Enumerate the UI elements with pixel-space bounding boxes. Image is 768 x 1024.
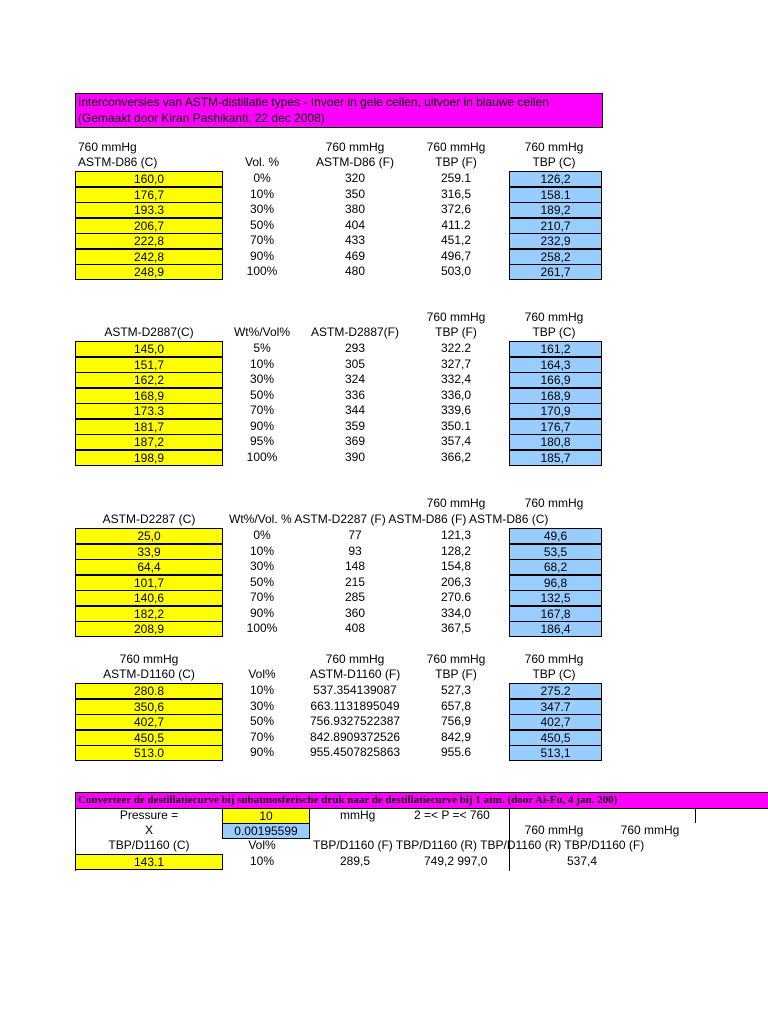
t4-tbp-f-cell: 756,9 bbox=[440, 714, 472, 728]
t4-output-cell: 275.2 bbox=[509, 683, 602, 699]
t2-h1-c4: 760 mmHg bbox=[426, 310, 486, 324]
t2-pct-cell: 90% bbox=[249, 418, 275, 433]
t4-input-cell[interactable]: 280.8 bbox=[75, 683, 223, 699]
t2-tbp-f-cell: 339,6 bbox=[440, 403, 472, 417]
t2-tbp-f-cell: 332,4 bbox=[440, 372, 472, 386]
t2-output-cell: 166,9 bbox=[509, 372, 602, 388]
t5-r: 749,2 997,0 bbox=[424, 854, 488, 868]
t1-h2-c1: ASTM-D86 (C) bbox=[78, 155, 158, 169]
t2-input-cell[interactable]: 181,7 bbox=[75, 419, 223, 435]
t1-tbp-f-cell: 259.1 bbox=[440, 171, 472, 185]
t4-pct-cell: 70% bbox=[249, 729, 275, 744]
t4-fahrenheit-cell: 537.354139087 bbox=[313, 683, 397, 697]
t4-fahrenheit-cell: 756.9327522387 bbox=[309, 714, 401, 728]
t2-h1-c5: 760 mmHg bbox=[524, 310, 584, 324]
x-output: 0.00195599 bbox=[222, 823, 310, 839]
t4-pct-cell: 10% bbox=[249, 683, 275, 697]
t2-output-cell: 168,9 bbox=[509, 388, 602, 404]
t1-pct-cell: 50% bbox=[249, 217, 275, 232]
t3-pct-cell: 10% bbox=[249, 543, 275, 558]
t1-input-cell[interactable]: 193.3 bbox=[75, 202, 223, 218]
t4-output-cell: 513,1 bbox=[509, 745, 602, 761]
t4-h1-c3: 760 mmHg bbox=[325, 652, 385, 666]
t1-tbp-f-cell: 372,6 bbox=[440, 202, 472, 216]
t1-h1-c3: 760 mmHg bbox=[325, 140, 385, 154]
t2-fahrenheit-cell: 390 bbox=[344, 449, 366, 464]
t2-output-cell: 176,7 bbox=[509, 419, 602, 435]
pressure-unit: mmHg bbox=[340, 808, 376, 822]
t5-h2-rest: TBP/D1160 (F) TBP/D1160 (R) TBP/D1160 (R) TBP/D1160 (F) bbox=[313, 838, 645, 852]
t3-output-cell: 167,8 bbox=[509, 606, 602, 622]
t4-input-cell[interactable]: 513.0 bbox=[75, 745, 223, 761]
t4-fahrenheit-cell: 842.8909372526 bbox=[309, 729, 401, 744]
t1-output-cell: 126,2 bbox=[509, 171, 602, 187]
t1-pct-cell: 30% bbox=[249, 202, 275, 216]
t1-input-cell[interactable]: 176,7 bbox=[75, 187, 223, 203]
t2-h2-c1: ASTM-D2887(C) bbox=[104, 325, 194, 339]
t4-input-cell[interactable]: 450,5 bbox=[75, 730, 223, 746]
t1-h2-c5: TBP (C) bbox=[532, 155, 576, 169]
t2-pct-cell: 70% bbox=[249, 403, 275, 417]
t1-h1-c5: 760 mmHg bbox=[524, 140, 584, 154]
t3-input-cell[interactable]: 25,0 bbox=[75, 528, 223, 544]
title-banner bbox=[75, 93, 603, 128]
t3-pct-cell: 70% bbox=[249, 590, 275, 604]
pressure-range: 2 =< P =< 760 bbox=[414, 808, 490, 822]
t3-tbp-f-cell: 128,2 bbox=[440, 543, 472, 558]
t2-input-cell[interactable]: 198,9 bbox=[75, 450, 223, 466]
t4-pct-cell: 90% bbox=[249, 745, 275, 759]
t2-fahrenheit-cell: 305 bbox=[344, 356, 366, 371]
t3-fahrenheit-cell: 148 bbox=[344, 559, 366, 573]
t2-pct-cell: 100% bbox=[246, 449, 278, 464]
t5-pct: 10% bbox=[249, 854, 275, 868]
t1-h1-c4: 760 mmHg bbox=[426, 140, 486, 154]
t1-tbp-f-cell: 411.2 bbox=[441, 217, 471, 232]
t4-h2-c4: TBP (F) bbox=[435, 667, 477, 681]
t4-h1-c5: 760 mmHg bbox=[524, 652, 584, 666]
t3-output-cell: 49,6 bbox=[509, 528, 602, 544]
t2-input-cell[interactable]: 168,9 bbox=[75, 388, 223, 404]
t3-tbp-f-cell: 334,0 bbox=[440, 605, 472, 620]
t3-input-cell[interactable]: 101,7 bbox=[75, 575, 223, 591]
t2-pct-cell: 50% bbox=[249, 387, 275, 402]
t3-output-cell: 96,8 bbox=[509, 575, 602, 591]
t1-input-cell[interactable]: 242,8 bbox=[75, 249, 223, 265]
t3-output-cell: 53,5 bbox=[509, 544, 602, 560]
t1-tbp-f-cell: 496,7 bbox=[440, 248, 472, 263]
t2-fahrenheit-cell: 293 bbox=[344, 341, 366, 355]
t4-h1-c4: 760 mmHg bbox=[426, 652, 486, 666]
t1-input-cell[interactable]: 222,8 bbox=[75, 233, 223, 249]
t2-fahrenheit-cell: 324 bbox=[344, 372, 366, 386]
t2-pct-cell: 5% bbox=[253, 341, 271, 355]
t5-h1-c7: 760 mmHg bbox=[620, 823, 680, 837]
subatm-title: Converteer de destillatiecurve bij subatmosferische druk naar de destillatiecurve bij 1 atm. (door Ai-Fu, 4 jan. 200) bbox=[78, 794, 618, 806]
t4-fahrenheit-cell: 955.4507825863 bbox=[309, 745, 401, 759]
t3-h2-c1: ASTM-D2287 (C) bbox=[102, 512, 196, 526]
t3-pct-cell: 0% bbox=[253, 528, 271, 542]
t3-tbp-f-cell: 121,3 bbox=[440, 528, 472, 542]
t1-output-cell: 261,7 bbox=[509, 264, 602, 280]
t1-h2-c3: ASTM-D86 (F) bbox=[316, 155, 394, 169]
t3-output-cell: 132,5 bbox=[509, 590, 602, 606]
t5-h1-c6: 760 mmHg bbox=[524, 823, 584, 837]
t1-h1-c1: 760 mmHg bbox=[78, 140, 137, 154]
t1-input-cell[interactable]: 160,0 bbox=[75, 171, 223, 187]
t4-output-cell: 450,5 bbox=[509, 730, 602, 746]
t3-pct-cell: 30% bbox=[249, 559, 275, 573]
t4-tbp-f-cell: 842,9 bbox=[440, 729, 472, 744]
t2-output-cell: 170,9 bbox=[509, 403, 602, 419]
t2-output-cell: 180,8 bbox=[509, 434, 602, 450]
t4-h2-c3: ASTM-D1160 (F) bbox=[309, 667, 401, 681]
t3-output-cell: 68,2 bbox=[509, 559, 602, 575]
t3-h1-c5: 760 mmHg bbox=[524, 496, 584, 510]
t1-fahrenheit-cell: 350 bbox=[344, 186, 366, 201]
t3-fahrenheit-cell: 408 bbox=[344, 621, 366, 635]
t4-h2-c5: TBP (C) bbox=[532, 667, 576, 681]
t5-input-cell[interactable]: 143.1 bbox=[75, 854, 223, 870]
t3-fahrenheit-cell: 360 bbox=[344, 605, 366, 620]
t3-input-cell[interactable]: 208,9 bbox=[75, 621, 223, 637]
t5-h2-c1: TBP/D1160 (C) bbox=[108, 838, 190, 852]
t3-input-cell[interactable]: 140,6 bbox=[75, 590, 223, 606]
t1-tbp-f-cell: 316,5 bbox=[440, 186, 472, 201]
t1-pct-cell: 0% bbox=[253, 171, 271, 185]
t4-h2-c2: Vol% bbox=[248, 667, 276, 681]
t1-output-cell: 258,2 bbox=[509, 249, 602, 265]
t1-input-cell[interactable]: 206,7 bbox=[75, 218, 223, 234]
t4-pct-cell: 30% bbox=[249, 698, 275, 713]
title-line-2: (Gemaakt door Kiran Pashikanti, 22 dec 2008) bbox=[78, 111, 325, 125]
t4-h2-c1: ASTM-D1160 (C) bbox=[103, 667, 195, 681]
t1-input-cell[interactable]: 248,9 bbox=[75, 264, 223, 280]
t3-pct-cell: 50% bbox=[249, 574, 275, 589]
t2-h2-c4: TBP (F) bbox=[435, 325, 477, 339]
t4-output-cell: 347.7 bbox=[509, 699, 602, 715]
t1-output-cell: 189,2 bbox=[509, 202, 602, 218]
t2-tbp-f-cell: 336,0 bbox=[440, 387, 472, 402]
t2-fahrenheit-cell: 336 bbox=[344, 387, 366, 402]
t2-h2-c3: ASTM-D2887(F) bbox=[310, 325, 399, 339]
t2-tbp-f-cell: 327,7 bbox=[440, 356, 472, 371]
t2-fahrenheit-cell: 344 bbox=[344, 403, 366, 417]
t3-fahrenheit-cell: 77 bbox=[348, 528, 362, 542]
t3-h2-rest: Wt%/Vol. % ASTM-D2287 (F) ASTM-D86 (F) ASTM-D86 (C) bbox=[229, 512, 549, 526]
t3-tbp-f-cell: 154,8 bbox=[440, 559, 472, 573]
t3-tbp-f-cell: 206,3 bbox=[440, 574, 472, 589]
t1-tbp-f-cell: 503,0 bbox=[440, 264, 472, 278]
t3-pct-cell: 100% bbox=[246, 621, 278, 635]
pressure-label: Pressure = bbox=[119, 808, 179, 822]
t3-fahrenheit-cell: 285 bbox=[344, 590, 366, 604]
t2-h2-c5: TBP (C) bbox=[532, 325, 576, 339]
t2-pct-cell: 10% bbox=[249, 356, 275, 371]
t1-output-cell: 210,7 bbox=[509, 218, 602, 234]
t1-fahrenheit-cell: 433 bbox=[344, 233, 366, 247]
t4-fahrenheit-cell: 663.1131895049 bbox=[310, 698, 400, 713]
t4-input-cell[interactable]: 350,6 bbox=[75, 699, 223, 715]
x-label: X bbox=[144, 823, 153, 837]
pressure-input[interactable]: 10 bbox=[222, 808, 310, 824]
t2-input-cell[interactable]: 187,2 bbox=[75, 434, 223, 450]
t3-input-cell[interactable]: 33,9 bbox=[75, 544, 223, 560]
t4-tbp-f-cell: 527,3 bbox=[440, 683, 472, 697]
t3-output-cell: 186,4 bbox=[509, 621, 602, 637]
t5-f: 289,5 bbox=[339, 854, 371, 868]
t4-tbp-f-cell: 955.6 bbox=[440, 745, 472, 759]
t2-tbp-f-cell: 322.2 bbox=[440, 341, 472, 355]
t2-pct-cell: 95% bbox=[249, 434, 275, 448]
t2-fahrenheit-cell: 359 bbox=[344, 418, 366, 433]
t2-fahrenheit-cell: 369 bbox=[344, 434, 366, 448]
t1-output-cell: 158.1 bbox=[509, 187, 602, 203]
t1-pct-cell: 70% bbox=[249, 233, 275, 247]
subatm-banner bbox=[75, 792, 768, 809]
t1-fahrenheit-cell: 380 bbox=[344, 202, 366, 216]
t3-tbp-f-cell: 270.6 bbox=[440, 590, 472, 604]
t2-output-cell: 164,3 bbox=[509, 357, 602, 373]
t1-output-cell: 232,9 bbox=[509, 233, 602, 249]
t3-h1-c4: 760 mmHg bbox=[426, 496, 486, 510]
t4-pct-cell: 50% bbox=[249, 714, 275, 728]
t1-fahrenheit-cell: 480 bbox=[344, 264, 366, 278]
t1-fahrenheit-cell: 404 bbox=[344, 217, 366, 232]
t1-h2-c4: TBP (F) bbox=[435, 155, 477, 169]
t4-output-cell: 402,7 bbox=[509, 714, 602, 730]
t1-tbp-f-cell: 451,2 bbox=[440, 233, 472, 247]
t2-input-cell[interactable]: 151,7 bbox=[75, 357, 223, 373]
t3-input-cell[interactable]: 64,4 bbox=[75, 559, 223, 575]
t4-h1-c1: 760 mmHg bbox=[119, 652, 179, 666]
t3-fahrenheit-cell: 215 bbox=[344, 574, 366, 589]
t4-input-cell[interactable]: 402,7 bbox=[75, 714, 223, 730]
t2-input-cell[interactable]: 173.3 bbox=[75, 403, 223, 419]
t3-pct-cell: 90% bbox=[249, 605, 275, 620]
t3-input-cell[interactable]: 182,2 bbox=[75, 606, 223, 622]
t1-fahrenheit-cell: 469 bbox=[344, 248, 366, 263]
t3-fahrenheit-cell: 93 bbox=[348, 543, 362, 558]
t1-h2-c2: Vol. % bbox=[244, 155, 280, 169]
t2-pct-cell: 30% bbox=[249, 372, 275, 386]
t5-right-divider bbox=[695, 809, 696, 823]
title-line-1: Interconversies van ASTM-distillatie types - Invoer in gele cellen, uitvoer in blauwe cellen bbox=[78, 95, 549, 109]
t1-pct-cell: 10% bbox=[249, 186, 275, 201]
t1-fahrenheit-cell: 320 bbox=[344, 171, 366, 185]
t5-out: 537,4 bbox=[566, 854, 598, 868]
t2-output-cell: 185,7 bbox=[509, 450, 602, 466]
t2-h2-c2: Wt%/Vol% bbox=[233, 325, 290, 339]
t2-output-cell: 161,2 bbox=[509, 341, 602, 357]
t2-tbp-f-cell: 350.1 bbox=[440, 418, 472, 433]
t2-input-cell[interactable]: 145,0 bbox=[75, 341, 223, 357]
t2-tbp-f-cell: 357,4 bbox=[440, 434, 472, 448]
t1-pct-cell: 90% bbox=[249, 248, 275, 263]
t4-tbp-f-cell: 657,8 bbox=[440, 698, 472, 713]
t2-input-cell[interactable]: 162,2 bbox=[75, 372, 223, 388]
t1-pct-cell: 100% bbox=[246, 264, 278, 278]
t3-tbp-f-cell: 367,5 bbox=[440, 621, 472, 635]
t5-h2-c2: Vol% bbox=[248, 838, 276, 852]
t2-tbp-f-cell: 366,2 bbox=[440, 449, 472, 464]
